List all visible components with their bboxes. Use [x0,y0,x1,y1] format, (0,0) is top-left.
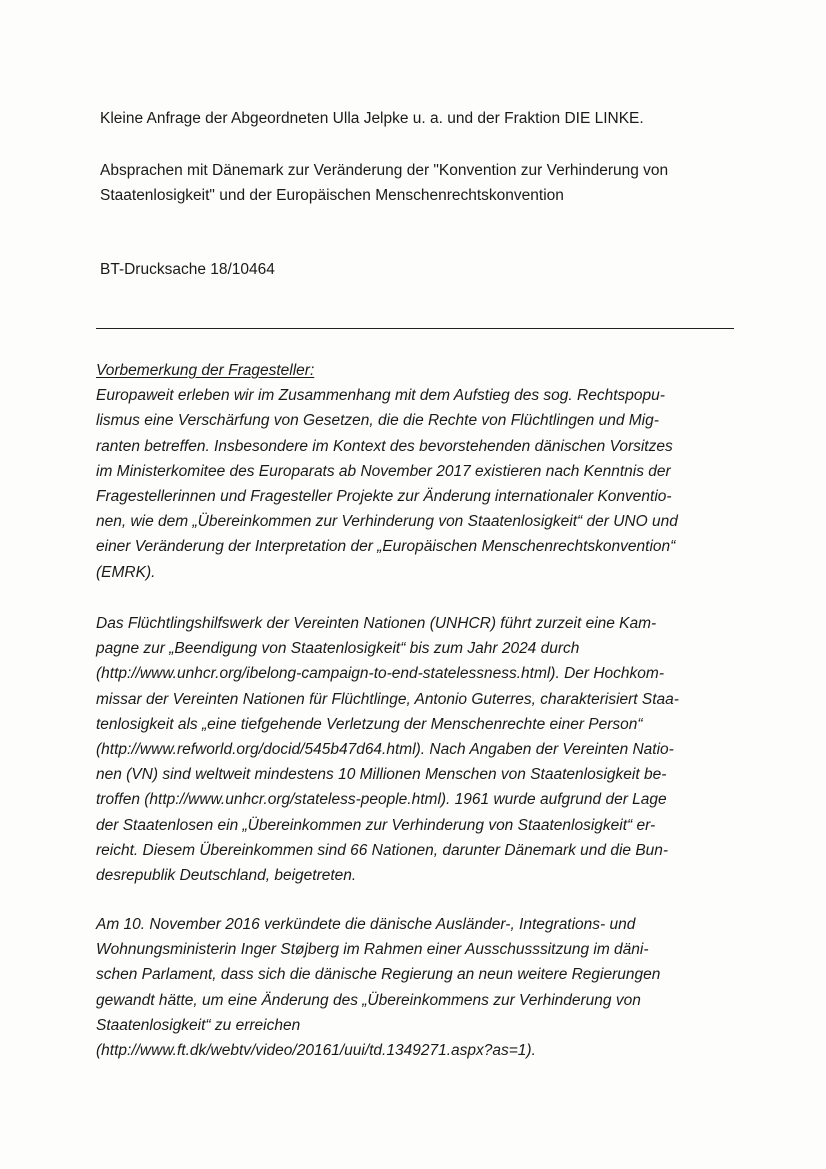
text-line: ranten betreffen. Insbesondere im Kontext des bevorstehenden dänischen Vorsitzes [96,437,673,455]
text-line: Europaweit erleben wir im Zusammenhang mit dem Aufstieg des sog. Rechtspopu- [96,387,665,405]
text-line: (http://www.refworld.org/docid/545b47d64.html). Nach Angaben der Vereinten Natio- [96,741,674,759]
text-line: nen (VN) sind weltweit mindestens 10 Millionen Menschen von Staatenlosigkeit be- [96,766,667,784]
text-line: (http://www.unhcr.org/ibelong-campaign-to-end-statelessness.html). Der Hochkom- [96,665,664,683]
text-line: gewandt hätte, um eine Änderung des „Übereinkommens zur Verhinderung von [96,991,641,1009]
text-line: der Staatenlosen ein „Übereinkommen zur Verhinderung von Staatenlosigkeit“ er- [96,816,656,834]
preface-paragraph-3 [96,912,660,1063]
text-line: schen Parlament, dass sich die dänische Regierung an neun weitere Regierungen [96,966,661,984]
text-line: reicht. Diesem Übereinkommen sind 66 Nationen, darunter Dänemark und die Bun- [96,841,669,859]
text-line: nen, wie dem „Übereinkommen zur Verhinderung von Staatenlosigkeit“ der UNO und [96,513,678,531]
text-line: einer Veränderung der Interpretation der „Europäischen Menschenrechtskonvention“ [96,538,676,556]
text-line: Fragestellerinnen und Fragesteller Projekte zur Änderung internationaler Konventio- [96,488,672,506]
text-line: tenlosigkeit als „eine tiefgehende Verletzung der Menschenrechte einer Person“ [96,715,643,733]
preface-paragraph-1 [96,358,678,585]
text-line: im Ministerkomitee des Europarats ab November 2017 existieren nach Kenntnis der [96,462,671,480]
preface-paragraph-2 [96,611,679,888]
text-line: (http://www.ft.dk/webtv/video/20161/uui/td.1349271.aspx?as=1). [96,1042,536,1060]
text-line: missar der Vereinten Nationen für Flüchtlinge, Antonio Guterres, charakterisiert Staa- [96,690,679,708]
text-line: pagne zur „Beendigung von Staatenlosigkeit“ bis zum Jahr 2024 durch [96,640,580,658]
preface-heading: Vorbemerkung der Fragesteller: [96,362,315,379]
text-line: Staatenlosigkeit“ zu erreichen [96,1016,301,1034]
text-line: Am 10. November 2016 verkündete die dänische Ausländer-, Integrations- und [96,916,636,933]
text-line: lismus eine Verschärfung von Gesetzen, die die Rechte von Flüchtlingen und Mig- [96,412,659,430]
subject-line-1: Absprachen mit Dänemark zur Veränderung der "Konvention zur Verhinderung von [100,162,669,179]
inquiry-intro: Kleine Anfrage der Abgeordneten Ulla Jelpke u. a. und der Fraktion DIE LINKE. [100,110,644,127]
subject-line-2: Staatenlosigkeit" und der Europäischen Menschenrechtskonvention [100,187,564,204]
text-line: desrepublik Deutschland, beigetreten. [96,867,357,885]
text-line: troffen (http://www.unhcr.org/stateless-people.html). 1961 wurde aufgrund der Lage [96,791,667,809]
text-line: (EMRK). [96,563,156,581]
doc-reference: BT-Drucksache 18/10464 [100,261,275,278]
text-line: Wohnungsministerin Inger Støjberg im Rahmen einer Ausschusssitzung im däni- [96,941,649,959]
horizontal-divider [96,328,734,329]
text-line: Das Flüchtlingshilfswerk der Vereinten Nationen (UNHCR) führt zurzeit eine Kam- [96,615,657,632]
